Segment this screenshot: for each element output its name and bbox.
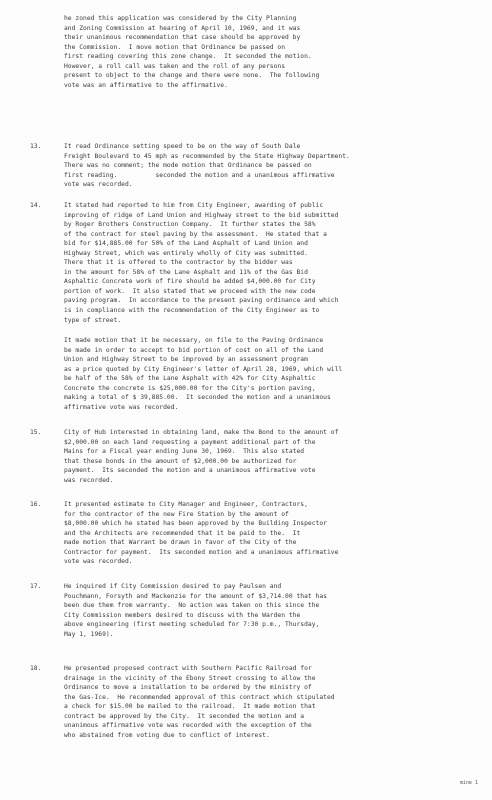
text-line: It made motion that it be necessary, on file to the Paving Ordinance [64,337,324,344]
text-line: May 1, 1969). [64,630,114,638]
text-line: City Commission members desired to discuss with the Warden the [64,611,301,619]
text-line: Highway Street, which was entirely wholly of City was submitted. [64,249,308,257]
text-line: Union and Highway Street to be improved by an assessment program [64,356,308,364]
text-line: Mains for a Fiscal year ending June 30, 1969. This also stated [64,448,305,456]
text-line: improving of ridge of Land Union and Highway street to the bid submitted [64,211,339,219]
text-line: and Zoning Commission at hearing of April 10, 1969, and it was [64,24,301,32]
text-line: a check for $15.00 be mailed to the railroad. It made motion that [64,703,316,711]
item-text [64,428,464,485]
item-number: 15. [30,429,42,436]
text-line: be made in order to accept to bid portion of cost on all of the Land [64,346,324,354]
text-line: He presented proposed contract with Southern Pacific Railroad for [64,665,312,672]
text-line: Contractor for payment. Its seconded motion and a unanimous affirmative [64,548,339,556]
text-line: who abstained from voting due to conflict of interest. [64,731,270,739]
item-number: 14. [30,202,42,209]
item-text [64,500,464,567]
text-line: of the contract for steel paving by the assessment. He stated that a [64,230,327,238]
item-text [64,336,464,412]
text-line: Asphaltic Concrete work of fire should be added $4,000.00 for City [64,278,316,286]
item-number: 18. [30,665,42,672]
text-line: bid for $14,885.00 for 50% of the Land Asphalt of Land Union and [64,240,308,248]
item-number: 16. [30,501,42,508]
text-line: making a total of $ 39,885.00. It seconded the motion and a unanimous [64,394,331,402]
text-line: vote was recorded. [64,181,133,189]
text-line: Ordinance to move a installation to be ordered by the ministry of [64,684,312,692]
text-line: was recorded. [64,476,114,484]
text-line: It presented estimate to City Manager and Engineer, Contractors, [64,501,308,508]
text-line: paving program. In accordance to the present paving ordinance and which [64,297,339,305]
text-line: first reading covering this zone change. It seconded the motion. [64,53,312,61]
text-line: portion of work. It also stated that we proceed with the new code [64,287,316,295]
item-number: 17. [30,583,42,590]
text-line: the Commission. I move motion that Ordinance be passed on [64,43,286,51]
text-line: City of Hub interested in obtaining land, make the Bond to the amount of [64,429,339,436]
text-line: It read Ordinance setting speed to be on the way of South Dale [64,143,301,150]
text-line: drainage in the vicinity of the Ebony Street crossing to allow the [64,674,316,682]
text-line: present to object to the change and there were none. The following [64,72,320,80]
text-line: Concrete the concrete is $25,000.00 for the City's portion paving, [64,384,316,392]
text-line: affirmative vote was recorded. [64,403,179,411]
text-line: Freight Boulevard to 45 mph as recommended by the State Highway Department. [64,152,350,160]
text-line: There was no comment; the mode motion that Ordinance be passed on [64,162,312,170]
text-line: been due them from warranty. No action was taken on this since the [64,602,320,610]
text-line: be half of the 58% of the Lane Asphalt with 42% for City Asphaltic [64,375,316,383]
text-line: vote was an affirmative to the affirmative. [64,81,228,89]
text-line: first reading. seconded the motion and a unanimous affirmative [64,171,335,179]
intro-lines [64,14,464,90]
text-line: There that it is offered to the contractor by the bidder was [64,259,293,267]
text-line: It stated had reported to him from City Engineer, awarding of public [64,202,324,209]
item-text [64,582,464,639]
text-line: contract be approved by the City. It seconded the motion and a [64,712,305,720]
text-line: $8,000.00 which he stated has been approved by the Building Inspector [64,520,327,528]
text-line: in the amount for 58% of the Lane Asphalt and 11% of the Gas Bid [64,268,308,276]
text-line: type of street. [64,316,122,324]
text-line: their unanimous recommendation that case should be approved by [64,34,301,42]
text-line: he zoned this application was considered by the City Planning [64,15,297,22]
text-line: and the Architects are recommended that it be paid to the. It [64,529,301,537]
text-line: Pouchmann, Forsyth and Mackenzie for the amount of $3,714.00 that has [64,592,327,600]
item-text [64,201,464,325]
item-text [64,664,464,740]
text-line: However, a roll call was taken and the roll of any persons [64,62,286,70]
text-line: vote was recorded. [64,558,133,566]
text-line: payment. Its seconded the motion and a unanimous affirmative vote [64,467,316,475]
item-text [64,142,464,190]
text-line: $2,000.00 on each land requesting a payment additional part of the [64,438,316,446]
text-line: is in compliance with the recommendation of the City Engineer as to [64,307,320,315]
text-line: above engineering (first meeting scheduled for 7:30 p.m., Thursday, [64,621,320,629]
text-line: He inquired if City Commission desired to pay Paulsen and [64,583,282,590]
text-line: by Roger Brothers Construction Company. It further states the 58% [64,221,316,229]
page-footer-code: mine 1 [459,780,478,786]
text-line: for the contractor of the new Fire Station by the amount of [64,510,289,518]
text-line: unanimous affirmative vote was recorded with the exception of the [64,722,312,730]
text-line: that these bonds in the amount of $2,000.00 be authorized for [64,457,297,465]
text-line: as a price quoted by City Engineer's letter of April 28, 1969, which will [64,365,343,373]
text-line: the Gas-Ice. He recommended approval of this contract which stipulated [64,693,335,701]
item-number: 13. [30,143,42,150]
text-line: made motion that Warrant be drawn in favor of the City of the [64,539,297,547]
